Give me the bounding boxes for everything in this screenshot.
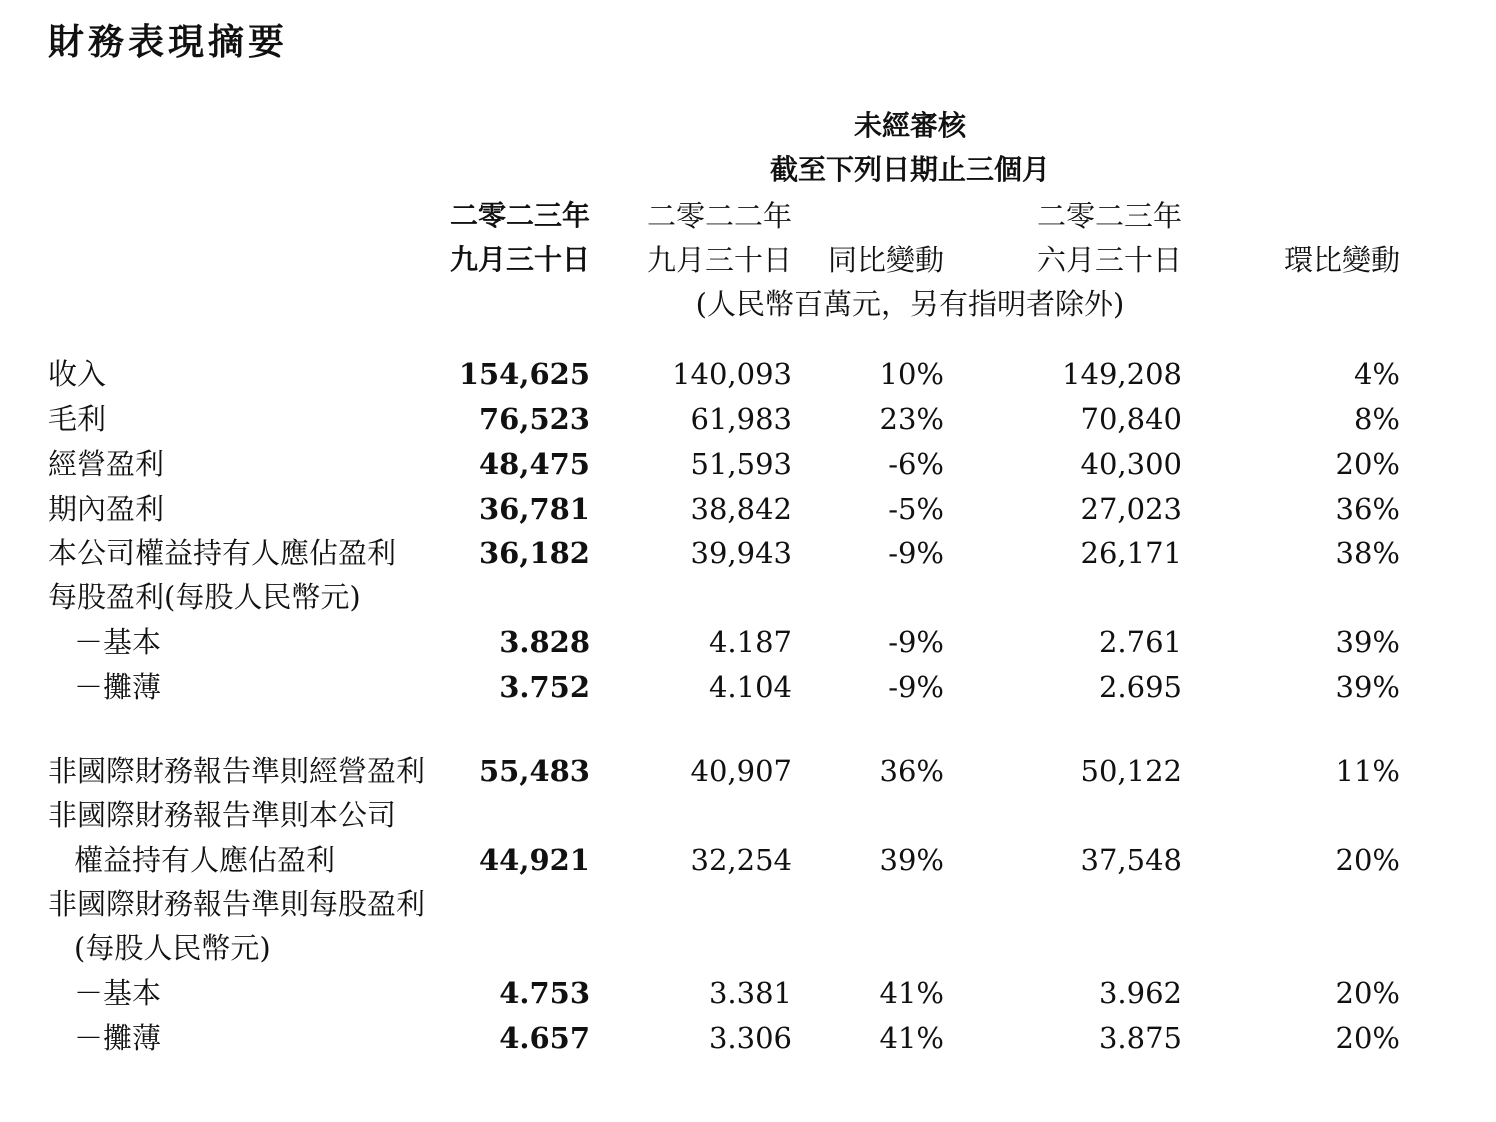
value-2023-q3: 36,182: [479, 536, 590, 570]
row-label: 每股盈利(每股人民幣元): [48, 580, 361, 614]
yoy-change: -9%: [888, 536, 944, 570]
row-label: 本公司權益持有人應佔盈利: [48, 536, 397, 570]
qoq-change: 11%: [1335, 754, 1400, 788]
value-2023-q2: 2.761: [1098, 625, 1182, 659]
col4-date-header: 六月三十日: [1036, 243, 1182, 277]
table-row: [0, 882, 1496, 926]
table-row: [0, 838, 1496, 882]
qoq-change: 39%: [1335, 670, 1400, 704]
period-header: 截至下列日期止三個月: [769, 153, 1050, 186]
table-row: [0, 352, 1496, 396]
yoy-change: 41%: [879, 1021, 944, 1055]
value-2023-q3: 76,523: [479, 402, 590, 436]
row-label: 毛利: [48, 402, 107, 436]
table-row: [0, 442, 1496, 486]
yoy-change: 41%: [879, 976, 944, 1010]
value-2022-q3: 4.187: [708, 625, 792, 659]
table-row: [0, 749, 1496, 793]
qoq-change: 20%: [1335, 1021, 1400, 1055]
value-2022-q3: 61,983: [690, 402, 792, 436]
yoy-change: -9%: [888, 670, 944, 704]
qoq-change: 20%: [1335, 447, 1400, 481]
yoy-change: -9%: [888, 625, 944, 659]
row-label: －攤薄: [74, 1021, 162, 1055]
row-label: －基本: [74, 976, 162, 1010]
value-2023-q2: 3.875: [1098, 1021, 1182, 1055]
yoy-change: 39%: [879, 843, 944, 877]
table-row: [0, 1016, 1496, 1060]
value-2023-q3: 44,921: [479, 843, 590, 877]
table-row: [0, 926, 1496, 970]
row-label: (每股人民幣元): [74, 931, 271, 965]
table-row: [0, 397, 1496, 441]
value-2023-q3: 48,475: [479, 447, 590, 481]
table-row: [0, 575, 1496, 619]
col1-date-header: 九月三十日: [449, 243, 590, 276]
value-2023-q3: 55,483: [479, 754, 590, 788]
col2-date-header: 九月三十日: [646, 243, 792, 277]
col2-year-header: 二零二二年: [646, 199, 792, 233]
row-label: 期內盈利: [48, 492, 165, 526]
table-row: [0, 793, 1496, 837]
unit-note: (人民幣百萬元，另有指明者除外): [695, 287, 1125, 321]
value-2022-q3: 51,593: [690, 447, 792, 481]
row-label: 非國際財務報告準則經營盈利: [48, 754, 426, 788]
col5-header: 環比變動: [1283, 243, 1400, 277]
unaudited-header: 未經審核: [853, 109, 966, 142]
yoy-change: 10%: [879, 357, 944, 391]
qoq-change: 36%: [1335, 492, 1400, 526]
table-row: [0, 531, 1496, 575]
value-2023-q2: 40,300: [1080, 447, 1182, 481]
qoq-change: 8%: [1353, 402, 1400, 436]
yoy-change: -5%: [888, 492, 944, 526]
value-2022-q3: 38,842: [690, 492, 792, 526]
row-label: －攤薄: [74, 670, 162, 704]
table-row: [0, 665, 1496, 709]
qoq-change: 4%: [1353, 357, 1400, 391]
col3-header: 同比變動: [827, 243, 944, 277]
value-2023-q2: 50,122: [1080, 754, 1182, 788]
value-2023-q2: 26,171: [1080, 536, 1182, 570]
qoq-change: 38%: [1335, 536, 1400, 570]
qoq-change: 39%: [1335, 625, 1400, 659]
col1-year-header: 二零二三年: [449, 199, 590, 232]
qoq-change: 20%: [1335, 843, 1400, 877]
value-2023-q3: 36,781: [479, 492, 590, 526]
value-2022-q3: 140,093: [672, 357, 792, 391]
value-2022-q3: 3.306: [708, 1021, 792, 1055]
value-2023-q3: 154,625: [458, 357, 590, 391]
value-2023-q2: 37,548: [1080, 843, 1182, 877]
value-2023-q2: 27,023: [1080, 492, 1182, 526]
value-2022-q3: 3.381: [708, 976, 792, 1010]
value-2022-q3: 4.104: [708, 670, 792, 704]
value-2022-q3: 40,907: [690, 754, 792, 788]
value-2022-q3: 39,943: [690, 536, 792, 570]
yoy-change: 36%: [879, 754, 944, 788]
col4-year-header: 二零二三年: [1036, 199, 1182, 233]
table-row: [0, 971, 1496, 1015]
page-title: 財務表現摘要: [48, 22, 289, 63]
row-label: 非國際財務報告準則每股盈利: [48, 887, 426, 921]
yoy-change: 23%: [879, 402, 944, 436]
row-label: 經營盈利: [48, 447, 165, 481]
qoq-change: 20%: [1335, 976, 1400, 1010]
value-2023-q2: 3.962: [1098, 976, 1182, 1010]
value-2023-q3: 4.657: [499, 1021, 590, 1055]
value-2022-q3: 32,254: [690, 843, 792, 877]
row-label: 收入: [48, 357, 107, 391]
row-label: 權益持有人應佔盈利: [74, 843, 336, 877]
table-row: [0, 620, 1496, 664]
row-label: 非國際財務報告準則本公司: [48, 798, 397, 832]
value-2023-q3: 3.752: [499, 670, 590, 704]
value-2023-q2: 70,840: [1080, 402, 1182, 436]
value-2023-q3: 4.753: [499, 976, 590, 1010]
table-row: [0, 487, 1496, 531]
value-2023-q3: 3.828: [499, 625, 590, 659]
yoy-change: -6%: [888, 447, 944, 481]
value-2023-q2: 149,208: [1062, 357, 1182, 391]
value-2023-q2: 2.695: [1098, 670, 1182, 704]
row-label: －基本: [74, 625, 162, 659]
